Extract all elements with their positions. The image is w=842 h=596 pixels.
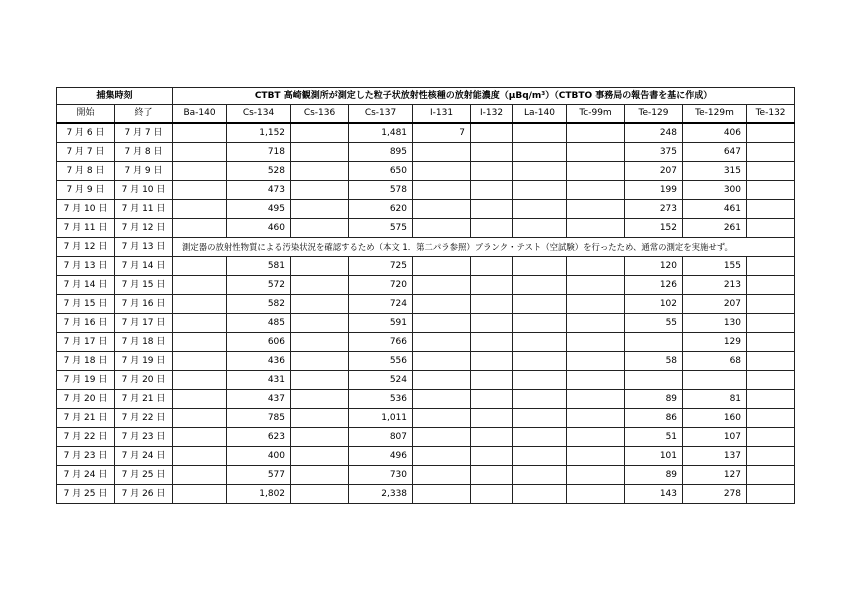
value-cell <box>173 219 227 238</box>
table-row <box>57 123 795 143</box>
table-row <box>57 143 795 162</box>
value-cell: 86 <box>625 409 683 428</box>
value-cell: 650 <box>349 162 413 181</box>
value-cell: 137 <box>683 447 747 466</box>
value-cell: 375 <box>625 143 683 162</box>
value-cell <box>513 409 567 428</box>
value-cell <box>567 371 625 390</box>
value-cell <box>413 409 471 428</box>
value-cell: 718 <box>227 143 291 162</box>
value-cell <box>413 371 471 390</box>
value-cell: 496 <box>349 447 413 466</box>
value-cell <box>291 162 349 181</box>
start-header: 開始 <box>57 105 115 124</box>
value-cell: 724 <box>349 295 413 314</box>
value-cell: 577 <box>227 466 291 485</box>
end-date-cell: 7 月 13 日 <box>115 238 173 257</box>
value-cell <box>291 123 349 143</box>
value-cell <box>471 143 513 162</box>
value-cell <box>291 485 349 504</box>
value-cell: 575 <box>349 219 413 238</box>
value-cell <box>471 276 513 295</box>
value-cell: 207 <box>683 295 747 314</box>
value-cell <box>173 314 227 333</box>
value-cell: 461 <box>683 200 747 219</box>
value-cell <box>173 428 227 447</box>
start-date-cell: 7 月 8 日 <box>57 162 115 181</box>
value-cell <box>747 485 795 504</box>
value-cell: 129 <box>683 333 747 352</box>
value-cell <box>413 219 471 238</box>
value-cell <box>173 295 227 314</box>
start-date-cell: 7 月 11 日 <box>57 219 115 238</box>
value-cell <box>567 409 625 428</box>
value-cell <box>747 466 795 485</box>
value-cell <box>625 371 683 390</box>
value-cell: 1,152 <box>227 123 291 143</box>
table-row <box>57 409 795 428</box>
value-cell: 102 <box>625 295 683 314</box>
value-cell: 207 <box>625 162 683 181</box>
end-date-cell: 7 月 25 日 <box>115 466 173 485</box>
value-cell: 315 <box>683 162 747 181</box>
value-cell <box>291 200 349 219</box>
value-cell <box>513 257 567 276</box>
value-cell: 623 <box>227 428 291 447</box>
value-cell: 807 <box>349 428 413 447</box>
value-cell <box>567 123 625 143</box>
value-cell: 495 <box>227 200 291 219</box>
value-cell: 524 <box>349 371 413 390</box>
nuclide-header: Cs-137 <box>349 105 413 124</box>
start-date-cell: 7 月 12 日 <box>57 238 115 257</box>
title-row <box>57 88 795 105</box>
value-cell: 213 <box>683 276 747 295</box>
nuclide-header: Cs-134 <box>227 105 291 124</box>
value-cell <box>173 143 227 162</box>
value-cell: 528 <box>227 162 291 181</box>
table-row <box>57 390 795 409</box>
value-cell: 1,802 <box>227 485 291 504</box>
start-date-cell: 7 月 10 日 <box>57 200 115 219</box>
value-cell: 101 <box>625 447 683 466</box>
value-cell <box>173 257 227 276</box>
value-cell: 431 <box>227 371 291 390</box>
value-cell <box>173 447 227 466</box>
value-cell <box>747 352 795 371</box>
value-cell <box>173 390 227 409</box>
value-cell <box>567 333 625 352</box>
value-cell: 58 <box>625 352 683 371</box>
value-cell: 51 <box>625 428 683 447</box>
start-date-cell: 7 月 25 日 <box>57 485 115 504</box>
value-cell <box>291 276 349 295</box>
end-date-cell: 7 月 15 日 <box>115 276 173 295</box>
value-cell: 127 <box>683 466 747 485</box>
value-cell: 55 <box>625 314 683 333</box>
value-cell: 89 <box>625 390 683 409</box>
value-cell <box>567 428 625 447</box>
value-cell <box>291 466 349 485</box>
value-cell <box>747 314 795 333</box>
table-row <box>57 276 795 295</box>
value-cell <box>747 143 795 162</box>
end-date-cell: 7 月 16 日 <box>115 295 173 314</box>
value-cell <box>173 352 227 371</box>
nuclide-header: La-140 <box>513 105 567 124</box>
value-cell <box>747 200 795 219</box>
value-cell <box>747 371 795 390</box>
table-row <box>57 447 795 466</box>
value-cell <box>747 447 795 466</box>
value-cell <box>471 371 513 390</box>
start-date-cell: 7 月 22 日 <box>57 428 115 447</box>
value-cell <box>291 447 349 466</box>
value-cell: 143 <box>625 485 683 504</box>
value-cell: 7 <box>413 123 471 143</box>
value-cell <box>413 200 471 219</box>
table-row <box>57 295 795 314</box>
value-cell: 556 <box>349 352 413 371</box>
end-header: 終了 <box>115 105 173 124</box>
value-cell <box>173 466 227 485</box>
start-date-cell: 7 月 16 日 <box>57 314 115 333</box>
value-cell <box>413 181 471 200</box>
value-cell <box>747 219 795 238</box>
value-cell <box>567 447 625 466</box>
value-cell: 591 <box>349 314 413 333</box>
value-cell <box>513 428 567 447</box>
value-cell <box>413 428 471 447</box>
value-cell: 785 <box>227 409 291 428</box>
value-cell: 199 <box>625 181 683 200</box>
value-cell <box>567 257 625 276</box>
value-cell: 68 <box>683 352 747 371</box>
start-date-cell: 7 月 15 日 <box>57 295 115 314</box>
value-cell <box>747 428 795 447</box>
value-cell: 278 <box>683 485 747 504</box>
value-cell <box>471 123 513 143</box>
value-cell: 273 <box>625 200 683 219</box>
value-cell <box>173 276 227 295</box>
end-date-cell: 7 月 22 日 <box>115 409 173 428</box>
value-cell: 730 <box>349 466 413 485</box>
value-cell <box>291 352 349 371</box>
value-cell <box>413 352 471 371</box>
value-cell: 536 <box>349 390 413 409</box>
value-cell <box>413 485 471 504</box>
end-date-cell: 7 月 8 日 <box>115 143 173 162</box>
value-cell: 1,011 <box>349 409 413 428</box>
value-cell <box>471 390 513 409</box>
value-cell <box>291 257 349 276</box>
end-date-cell: 7 月 26 日 <box>115 485 173 504</box>
value-cell: 485 <box>227 314 291 333</box>
value-cell <box>747 257 795 276</box>
value-cell <box>747 276 795 295</box>
value-cell <box>567 276 625 295</box>
end-date-cell: 7 月 24 日 <box>115 447 173 466</box>
value-cell <box>513 314 567 333</box>
value-cell: 107 <box>683 428 747 447</box>
value-cell <box>471 257 513 276</box>
value-cell <box>173 123 227 143</box>
value-cell <box>413 333 471 352</box>
value-cell <box>471 333 513 352</box>
value-cell: 126 <box>625 276 683 295</box>
value-cell: 620 <box>349 200 413 219</box>
nuclide-header: Ba-140 <box>173 105 227 124</box>
value-cell <box>413 314 471 333</box>
start-date-cell: 7 月 21 日 <box>57 409 115 428</box>
value-cell <box>513 447 567 466</box>
table-row <box>57 485 795 504</box>
end-date-cell: 7 月 21 日 <box>115 390 173 409</box>
value-cell <box>471 314 513 333</box>
value-cell <box>413 295 471 314</box>
table-row <box>57 219 795 238</box>
value-cell: 261 <box>683 219 747 238</box>
value-cell <box>513 276 567 295</box>
value-cell <box>747 295 795 314</box>
value-cell <box>567 390 625 409</box>
value-cell <box>173 181 227 200</box>
value-cell: 581 <box>227 257 291 276</box>
value-cell <box>173 162 227 181</box>
value-cell: 300 <box>683 181 747 200</box>
value-cell: 437 <box>227 390 291 409</box>
value-cell: 572 <box>227 276 291 295</box>
value-cell <box>471 295 513 314</box>
nuclide-header: Te-129 <box>625 105 683 124</box>
table-row <box>57 428 795 447</box>
value-cell: 725 <box>349 257 413 276</box>
value-cell: 1,481 <box>349 123 413 143</box>
start-date-cell: 7 月 9 日 <box>57 181 115 200</box>
end-date-cell: 7 月 18 日 <box>115 333 173 352</box>
value-cell <box>567 352 625 371</box>
concentration-table <box>56 87 795 504</box>
value-cell <box>291 390 349 409</box>
start-date-cell: 7 月 24 日 <box>57 466 115 485</box>
start-date-cell: 7 月 17 日 <box>57 333 115 352</box>
value-cell: 160 <box>683 409 747 428</box>
value-cell <box>471 200 513 219</box>
table-row <box>57 352 795 371</box>
table-row <box>57 314 795 333</box>
value-cell <box>567 466 625 485</box>
value-cell <box>413 257 471 276</box>
value-cell <box>567 314 625 333</box>
nuclide-header: I-131 <box>413 105 471 124</box>
value-cell <box>567 485 625 504</box>
end-date-cell: 7 月 11 日 <box>115 200 173 219</box>
value-cell <box>471 409 513 428</box>
value-cell <box>683 371 747 390</box>
table-row <box>57 333 795 352</box>
value-cell <box>413 143 471 162</box>
value-cell <box>471 181 513 200</box>
table-row <box>57 200 795 219</box>
value-cell <box>513 485 567 504</box>
value-cell <box>173 485 227 504</box>
nuclide-header: Te-129m <box>683 105 747 124</box>
value-cell <box>413 447 471 466</box>
value-cell <box>471 428 513 447</box>
table-row <box>57 181 795 200</box>
value-cell <box>173 409 227 428</box>
value-cell: 895 <box>349 143 413 162</box>
value-cell: 647 <box>683 143 747 162</box>
value-cell <box>291 314 349 333</box>
value-cell <box>567 295 625 314</box>
end-date-cell: 7 月 17 日 <box>115 314 173 333</box>
end-date-cell: 7 月 9 日 <box>115 162 173 181</box>
end-date-cell: 7 月 7 日 <box>115 123 173 143</box>
start-date-cell: 7 月 18 日 <box>57 352 115 371</box>
value-cell: 130 <box>683 314 747 333</box>
nuclide-header: I-132 <box>471 105 513 124</box>
end-date-cell: 7 月 20 日 <box>115 371 173 390</box>
value-cell <box>471 466 513 485</box>
value-cell <box>567 162 625 181</box>
value-cell: 473 <box>227 181 291 200</box>
table-row <box>57 466 795 485</box>
table-body <box>57 123 795 504</box>
value-cell: 155 <box>683 257 747 276</box>
value-cell: 578 <box>349 181 413 200</box>
value-cell: 606 <box>227 333 291 352</box>
table-row <box>57 162 795 181</box>
value-cell <box>471 219 513 238</box>
value-cell <box>747 390 795 409</box>
value-cell <box>413 390 471 409</box>
value-cell <box>513 371 567 390</box>
value-cell <box>567 200 625 219</box>
start-date-cell: 7 月 23 日 <box>57 447 115 466</box>
value-cell <box>173 200 227 219</box>
value-cell <box>173 333 227 352</box>
start-date-cell: 7 月 20 日 <box>57 390 115 409</box>
value-cell <box>513 200 567 219</box>
value-cell <box>471 162 513 181</box>
value-cell <box>513 143 567 162</box>
value-cell <box>413 162 471 181</box>
value-cell <box>747 181 795 200</box>
value-cell <box>471 352 513 371</box>
value-cell: 81 <box>683 390 747 409</box>
note-cell: 測定器の放射性物質による汚染状況を確認するため（本文 1．第二パラ参照）ブランク・テスト（空試験）を行ったため、通常の測定を実施せず。 <box>173 238 795 257</box>
value-cell <box>625 333 683 352</box>
table-row <box>57 238 795 257</box>
start-date-cell: 7 月 19 日 <box>57 371 115 390</box>
value-cell <box>291 219 349 238</box>
value-cell: 400 <box>227 447 291 466</box>
end-date-cell: 7 月 19 日 <box>115 352 173 371</box>
start-date-cell: 7 月 14 日 <box>57 276 115 295</box>
value-cell <box>513 333 567 352</box>
value-cell <box>513 466 567 485</box>
table-row <box>57 371 795 390</box>
value-cell <box>173 371 227 390</box>
value-cell <box>291 371 349 390</box>
value-cell: 152 <box>625 219 683 238</box>
end-date-cell: 7 月 12 日 <box>115 219 173 238</box>
value-cell <box>513 181 567 200</box>
nuclide-header: Tc-99m <box>567 105 625 124</box>
value-cell <box>513 295 567 314</box>
value-cell <box>567 219 625 238</box>
end-date-cell: 7 月 14 日 <box>115 257 173 276</box>
value-cell <box>747 162 795 181</box>
value-cell: 460 <box>227 219 291 238</box>
end-date-cell: 7 月 10 日 <box>115 181 173 200</box>
end-date-cell: 7 月 23 日 <box>115 428 173 447</box>
value-cell <box>513 352 567 371</box>
value-cell <box>291 409 349 428</box>
value-cell <box>291 143 349 162</box>
value-cell <box>513 390 567 409</box>
value-cell <box>291 295 349 314</box>
value-cell <box>513 219 567 238</box>
value-cell <box>471 447 513 466</box>
value-cell: 120 <box>625 257 683 276</box>
table-title: CTBT 高崎観測所が測定した粒子状放射性核種の放射能濃度（μBq/m³）（CTBTO 事務局の報告書を基に作成） <box>173 88 795 105</box>
value-cell: 436 <box>227 352 291 371</box>
table-row <box>57 257 795 276</box>
value-cell: 89 <box>625 466 683 485</box>
value-cell: 406 <box>683 123 747 143</box>
value-cell <box>747 333 795 352</box>
value-cell <box>567 143 625 162</box>
nuclide-header: Cs-136 <box>291 105 349 124</box>
value-cell: 766 <box>349 333 413 352</box>
start-date-cell: 7 月 13 日 <box>57 257 115 276</box>
value-cell <box>291 181 349 200</box>
value-cell <box>513 123 567 143</box>
value-cell: 720 <box>349 276 413 295</box>
value-cell <box>747 409 795 428</box>
period-header: 捕集時刻 <box>57 88 173 105</box>
value-cell: 248 <box>625 123 683 143</box>
value-cell: 2,338 <box>349 485 413 504</box>
value-cell <box>567 181 625 200</box>
start-date-cell: 7 月 6 日 <box>57 123 115 143</box>
value-cell <box>471 485 513 504</box>
value-cell: 582 <box>227 295 291 314</box>
value-cell <box>413 466 471 485</box>
value-cell <box>291 333 349 352</box>
start-date-cell: 7 月 7 日 <box>57 143 115 162</box>
value-cell <box>291 428 349 447</box>
value-cell <box>747 123 795 143</box>
value-cell <box>513 162 567 181</box>
value-cell <box>413 276 471 295</box>
column-header-row <box>57 105 795 124</box>
nuclide-header: Te-132 <box>747 105 795 124</box>
